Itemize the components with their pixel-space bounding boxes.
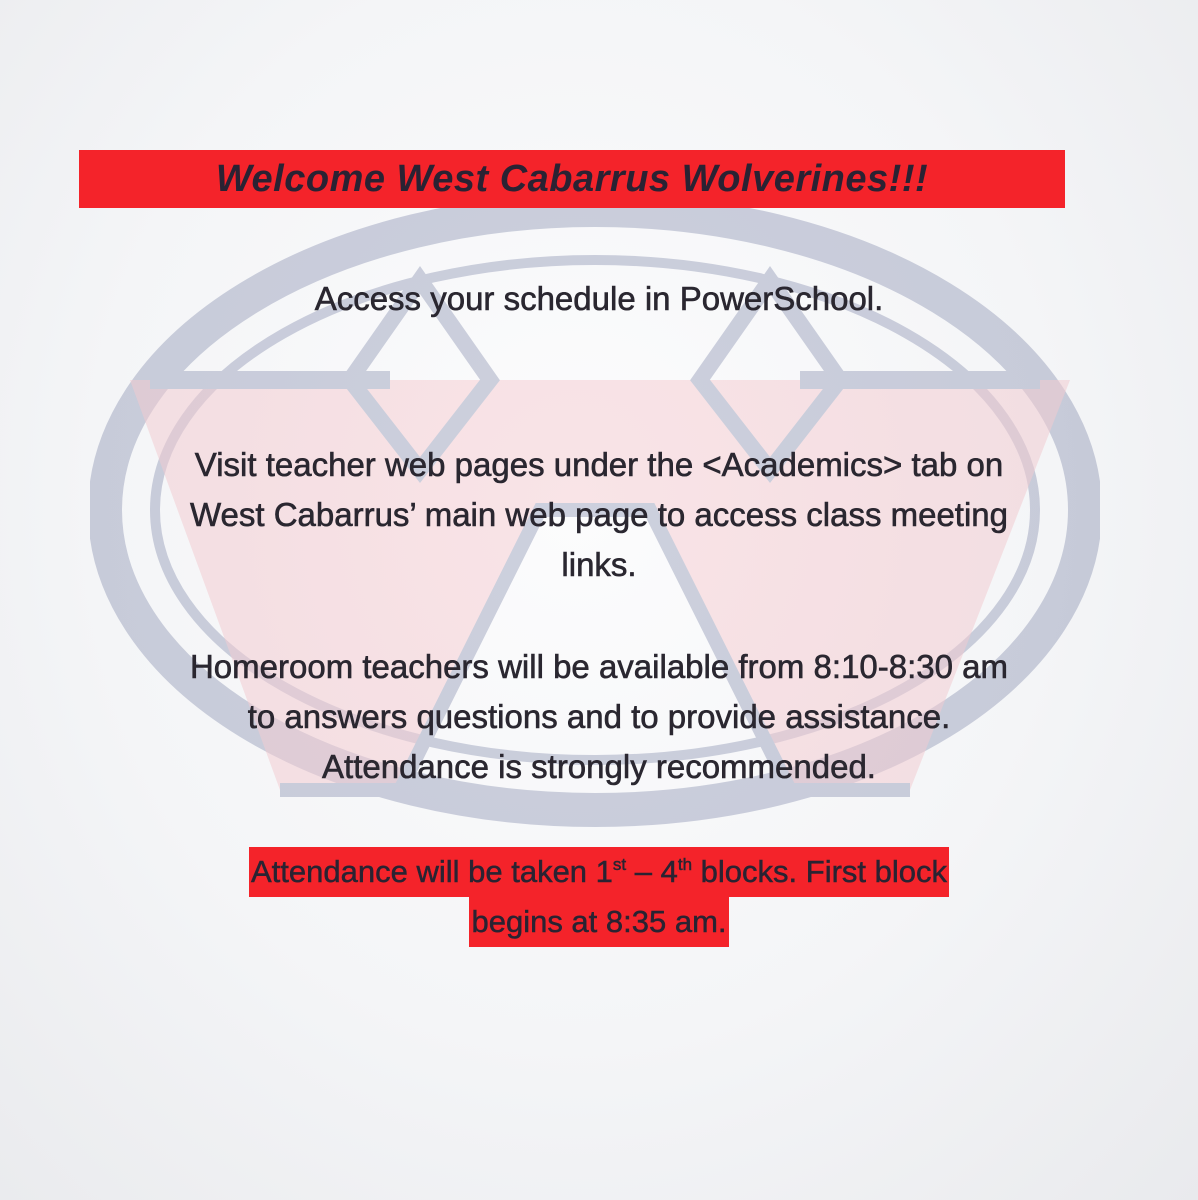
teacher-pages-instruction [60, 440, 1138, 590]
homeroom-line: to answers questions and to provide assistance. [247, 698, 951, 735]
schedule-instruction: Access your schedule in PowerSchool. [314, 280, 884, 317]
teacher-pages-line: links. [561, 546, 637, 583]
teacher-pages-line: West Cabarrus’ main web page to access class meeting [189, 496, 1009, 533]
attendance-notice-line-1 [60, 847, 1138, 897]
attendance-notice-line-2 [60, 897, 1138, 947]
attendance-highlight: Attendance will be taken 1st – 4th blocks. First block [249, 847, 949, 897]
welcome-title: Welcome West Cabarrus Wolverines!!! [215, 157, 929, 200]
homeroom-line: Attendance is strongly recommended. [322, 748, 876, 785]
homeroom-info [60, 642, 1138, 792]
homeroom-line: Homeroom teachers will be available from 8:10-8:30 am [189, 648, 1009, 685]
attendance-highlight: begins at 8:35 am. [469, 897, 728, 947]
welcome-banner [79, 150, 1065, 208]
teacher-pages-line: Visit teacher web pages under the <Academics> tab on [194, 446, 1004, 483]
